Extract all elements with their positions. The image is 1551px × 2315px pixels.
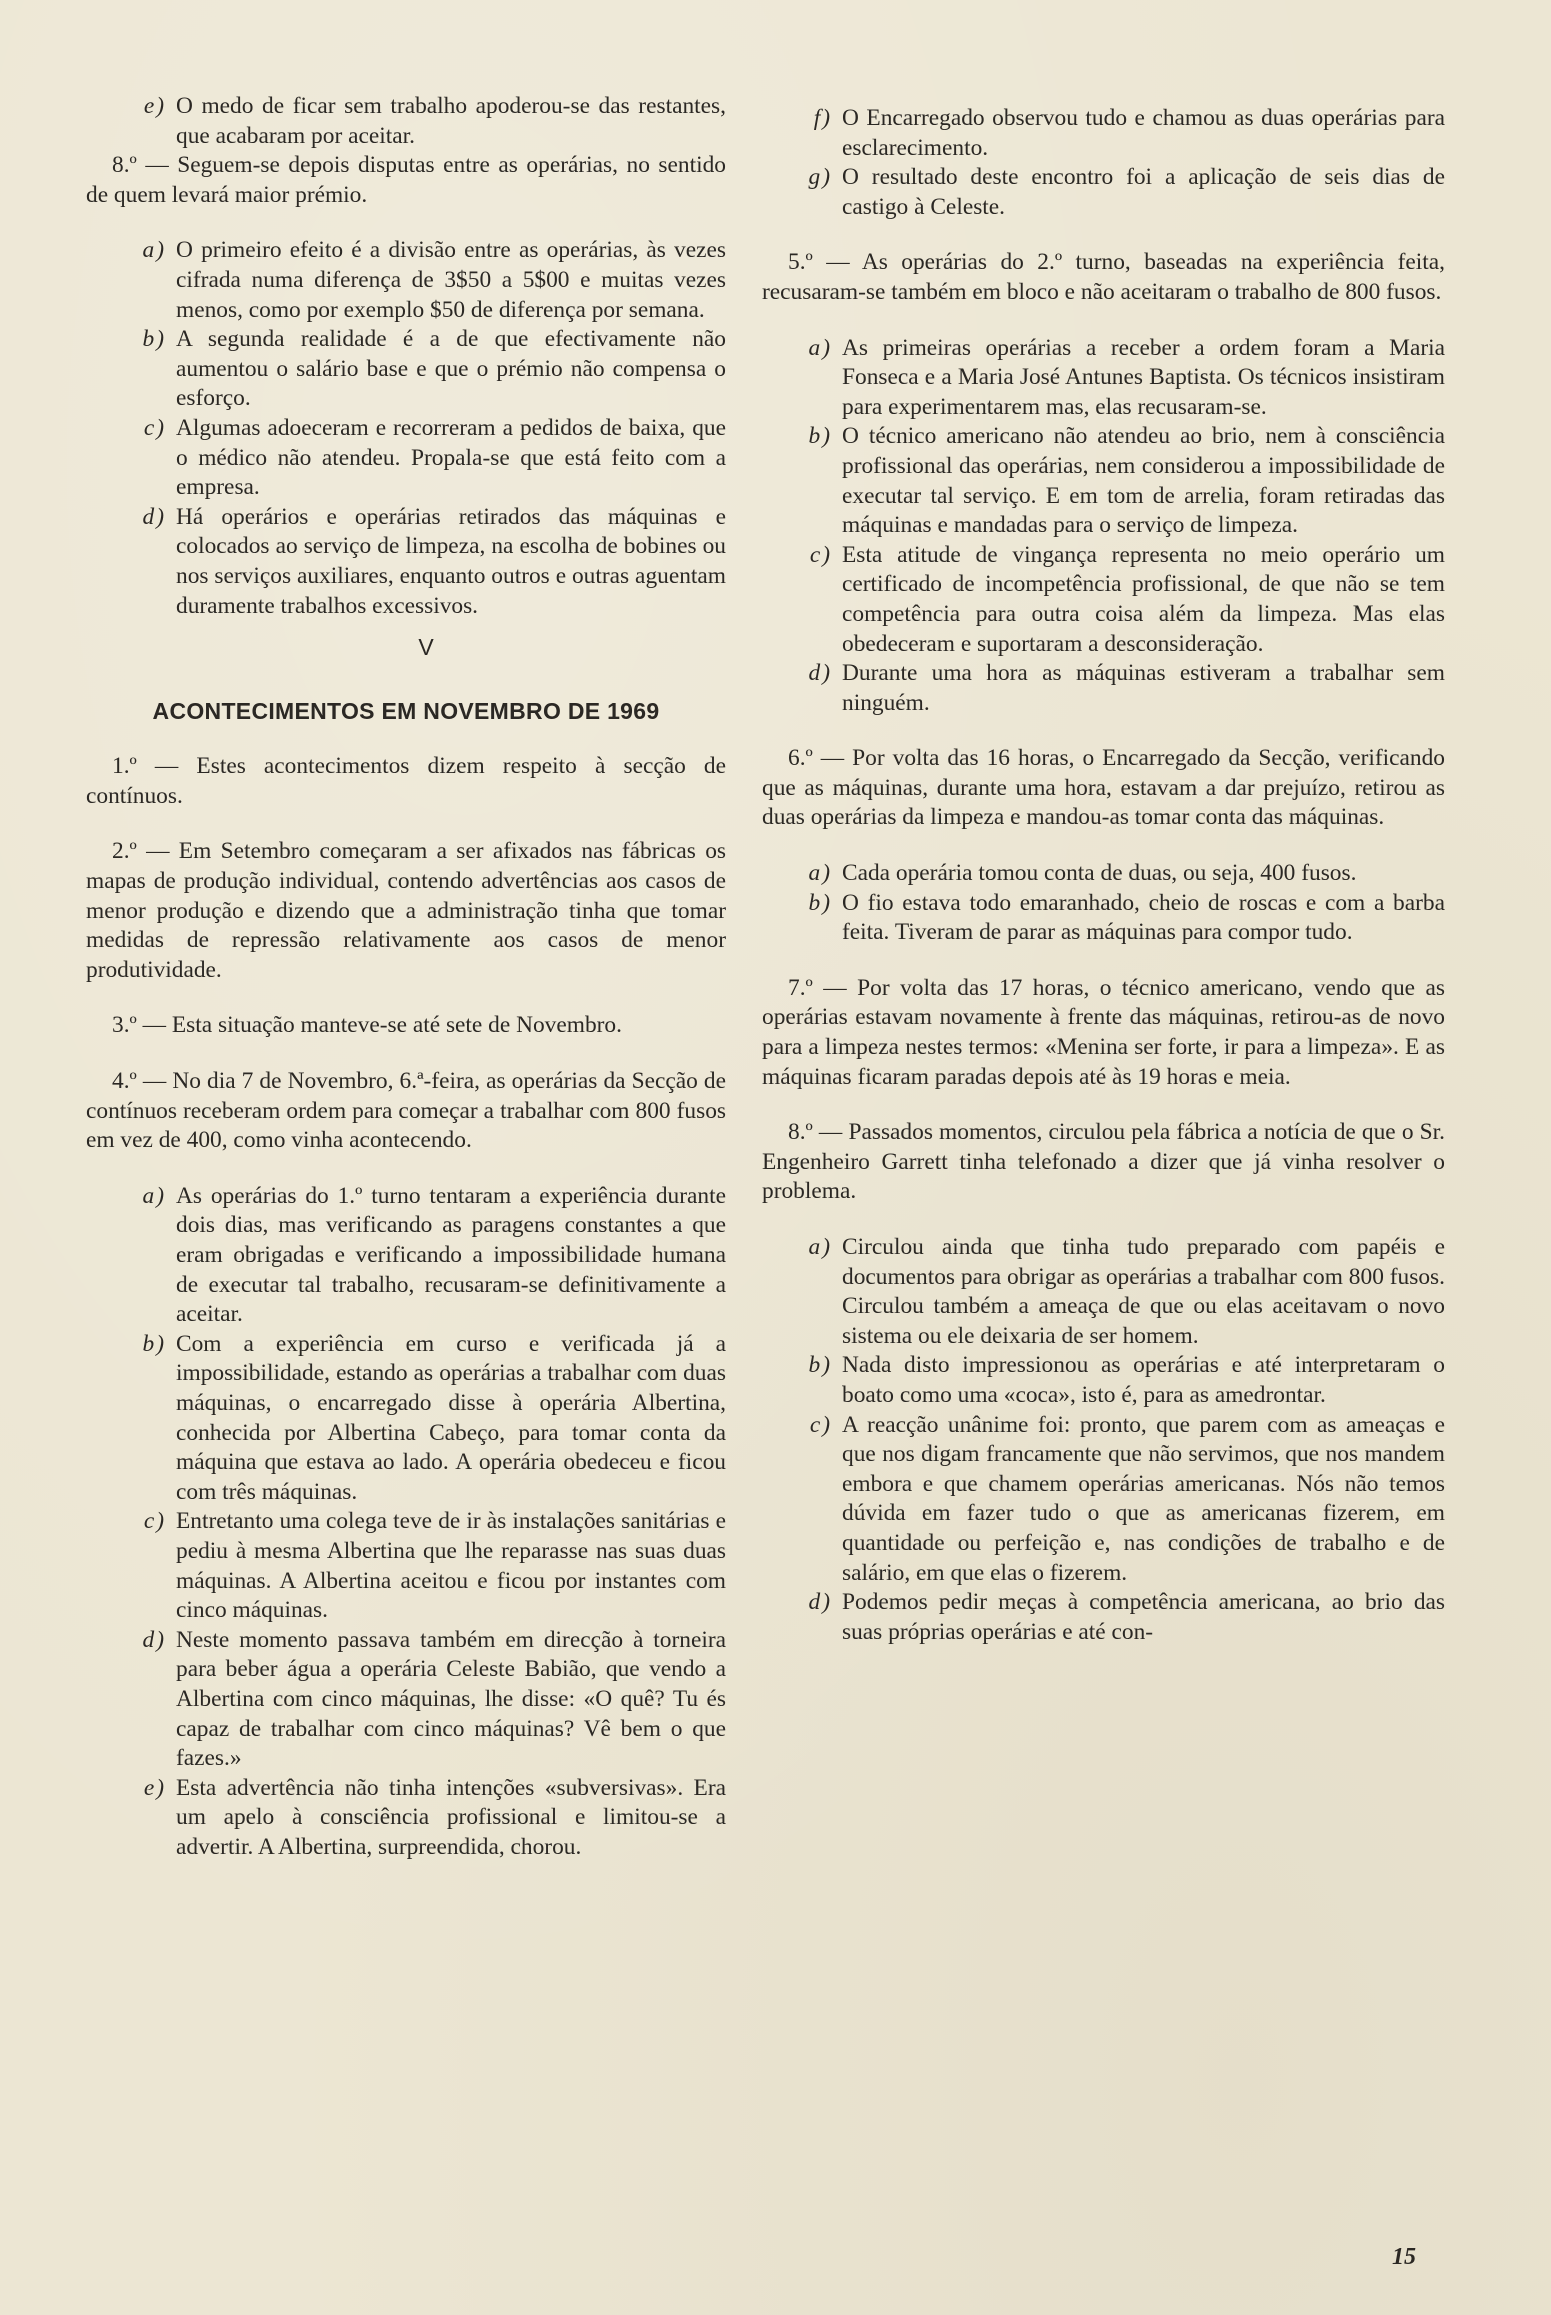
item-text: O fio estava todo emaranhado, cheio de roscas e com a barba feita. Tiveram de parar as máquinas para compor tudo.: [842, 889, 1445, 946]
list-item: [762, 1233, 1445, 1351]
item-label: g): [808, 164, 832, 191]
list-item: [762, 889, 1445, 948]
list-item: [762, 1411, 1445, 1589]
item-label: c): [143, 1508, 166, 1535]
item-text: Durante uma hora as máquinas estiveram a trabalhar sem ninguém.: [842, 660, 1445, 716]
item-text: O resultado deste encontro foi a aplicação de seis dias de castigo à Celeste.: [842, 164, 1445, 220]
item-label: b): [808, 423, 832, 450]
item-text: Com a experiência em curso e verificada já a impossibilidade, estando as operárias a trabalhar com duas máquinas, o encarregado disse à operária Albertina, conhecida por Albertina Cabeço, para tomar conta da máquina que estava ao lado. A operária obedeceu e ficou com três máquinas.: [176, 1330, 726, 1505]
paragraph-3: 3.º — Esta situação manteve-se até sete de Novembro.: [112, 1012, 622, 1039]
list-item: [86, 1507, 726, 1625]
item-text: A reacção unânime foi: pronto, que parem com as ameaças e que nos digam francamente que não servimos, que nos mandem embora e que chamem operárias americanas. Nós não temos dúvida em fazer tudo o que as americanas fizerem, em quantidade ou perfeição e, nas condições de trabalho e de salário, em que elas o fizerem.: [842, 1411, 1445, 1586]
item-text: O primeiro efeito é a divisão entre as operárias, às vezes cifrada numa diferença de 3$50 a 5$00 e muitas vezes menos, como por exemplo $50 de diferença por semana.: [176, 237, 726, 323]
item-text: O Encarregado observou tudo e chamou as duas operárias para esclarecimento.: [842, 105, 1445, 161]
paragraph-8: 8.º — Passados momentos, circulou pela fábrica a notícia de que o Sr. Engenheiro Garrett tinha telefonado a dizer que já vinha resolver o problema.: [762, 1119, 1445, 1205]
paragraph-2: 2.º — Em Setembro começaram a ser afixados nas fábricas os mapas de produção individual, contendo advertências aos casos de menor produção e dizendo que a administração tinha que tomar medidas de repressão relativamente aos casos de menor produtividade.: [86, 838, 726, 983]
page-number: 15: [1392, 2244, 1416, 2270]
right-column: [762, 104, 1445, 1647]
paragraph-7: 7.º — Por volta das 17 horas, o técnico americano, vendo que as operárias estavam novamente à frente das máquinas, retirou-as de novo para a limpeza nestes termos: «Menina ser forte, ir para a limpeza». E as máquinas ficaram paradas depois até às 19 horas e meia.: [762, 974, 1445, 1090]
item-label: b): [142, 1330, 166, 1357]
item-label: a): [808, 860, 832, 887]
item-text: O medo de ficar sem trabalho apoderou-se das restantes, que acabaram por aceitar.: [176, 93, 726, 149]
list-item: [762, 422, 1445, 540]
item-text: As primeiras operárias a receber a ordem foram a Maria Fonseca e a Maria José Antunes Baptista. Os técnicos insistiram para experimentarem mas, elas recusaram-se.: [842, 334, 1445, 420]
list-item: [762, 541, 1445, 659]
item-text: Neste momento passava também em direcção à torneira para beber água a operária Celeste Babião, que vendo a Albertina com cinco máquinas, lhe disse: «O quê? Tu és capaz de trabalhar com cinco máquinas? Vê bem o que fazes.»: [176, 1626, 726, 1772]
list-item: [86, 325, 726, 414]
list-item: [86, 1774, 726, 1863]
paragraph-8: 8.º — Seguem-se depois disputas entre as operárias, no sentido de quem levará maior prémio.: [86, 152, 726, 208]
item-label: c): [143, 414, 166, 441]
item-label: b): [808, 1352, 832, 1379]
section-title: ACONTECIMENTOS EM NOVEMBRO DE 1969: [152, 697, 660, 724]
section-numeral: V: [418, 634, 434, 661]
list-item: [762, 104, 1445, 163]
paragraph-4: 4.º — No dia 7 de Novembro, 6.ª-feira, as operárias da Secção de contínuos receberam ordem para começar a trabalhar com 800 fusos em vez de 400, como vinha acontecendo.: [86, 1068, 726, 1154]
item-text: Nada disto impressionou as operárias e até interpretaram o boato como uma «coca», isto é, para as amedrontar.: [842, 1352, 1445, 1408]
list-item: [86, 503, 726, 621]
list-item: [762, 1351, 1445, 1410]
item-text: Esta atitude de vingança representa no meio operário um certificado de incompetência profissional, de que não se tem competência para outra coisa além da limpeza. Mas elas obedeceram e suportaram a desconsideração.: [842, 541, 1445, 657]
list-item: [762, 334, 1445, 423]
list-item: [86, 414, 726, 503]
item-label: a): [808, 1234, 832, 1260]
item-label: a): [808, 334, 832, 361]
item-label: d): [142, 503, 166, 530]
item-label: c): [809, 541, 832, 568]
item-text: Cada operária tomou conta de duas, ou seja, 400 fusos.: [842, 860, 1357, 887]
item-label: b): [808, 889, 832, 916]
list-item: [86, 236, 726, 325]
item-text: Há operários e operárias retirados das máquinas e colocados ao serviço de limpeza, na escolha de bobines ou nos serviços auxiliares, enquanto outros e outras aguentam duramente trabalhos excessivos.: [176, 503, 726, 619]
item-label: d): [808, 1589, 832, 1616]
item-text: Entretanto uma colega teve de ir às instalações sanitárias e pediu à mesma Albertina que lhe reparasse nas suas duas máquinas. A Albertina aceitou e ficou por instantes com cinco máquinas.: [176, 1508, 726, 1624]
item-label: e): [143, 1774, 166, 1801]
item-label: b): [142, 326, 166, 353]
list-item: [86, 1626, 726, 1774]
list-item: [86, 1182, 726, 1330]
list-item: [86, 1330, 726, 1508]
item-text: Podemos pedir meças à competência americana, ao brio das suas próprias operárias e até con-: [842, 1589, 1445, 1645]
list-item: [86, 92, 726, 151]
item-label: a): [142, 1182, 166, 1209]
item-text: A segunda realidade é a de que efectivamente não aumentou o salário base e que o prémio não compensa o esforço.: [176, 326, 726, 412]
item-label: c): [809, 1411, 832, 1438]
list-item: [762, 659, 1445, 718]
item-label: d): [808, 660, 832, 687]
item-text: Esta advertência não tinha intenções «subversivas». Era um apelo à consciência profissional e limitou-se a advertir. A Albertina, surpreendida, chorou.: [176, 1774, 726, 1860]
item-text: O técnico americano não atendeu ao brio, nem à consciência profissional das operárias, nem considerou a impossibilidade de executar tal serviço. E em tom de arrelia, foram retiradas das máquinas e mandadas para o serviço de limpeza.: [842, 423, 1445, 539]
item-text: Circulou ainda que tinha tudo preparado com papéis e documentos para obrigar as operárias a trabalhar com 800 fusos. Circulou também a ameaça de que ou elas aceitavam o novo sistema ou ele deixaria de ser homem.: [842, 1234, 1445, 1349]
item-text: Algumas adoeceram e recorreram a pedidos de baixa, que o médico não atendeu. Propala-se que está feito com a empresa.: [176, 414, 726, 501]
item-label: a): [142, 237, 166, 264]
item-text: As operárias do 1.º turno tentaram a experiência durante dois dias, mas verificando as paragens constantes a que eram obrigadas e verificando a impossibilidade humana de executar tal trabalho, recusaram-se definitivamente a aceitar.: [176, 1182, 726, 1328]
list-item: [762, 163, 1445, 222]
paragraph-6: 6.º — Por volta das 16 horas, o Encarregado da Secção, verificando que as máquinas, durante uma hora, estavam a dar prejuízo, retirou as duas operárias da limpeza e mandou-as tomar conta das máquinas.: [762, 745, 1445, 831]
list-item: [762, 859, 1445, 889]
item-label: d): [142, 1626, 166, 1653]
item-label: f): [813, 105, 832, 131]
left-column: [86, 92, 726, 1862]
paragraph-5: 5.º — As operárias do 2.º turno, baseadas na experiência feita, recusaram-se também em bloco e não aceitaram o trabalho de 800 fusos.: [762, 249, 1445, 305]
paragraph-1: 1.º — Estes acontecimentos dizem respeito à secção de contínuos.: [86, 753, 726, 809]
list-item: [762, 1588, 1445, 1647]
item-label: e): [143, 93, 166, 119]
